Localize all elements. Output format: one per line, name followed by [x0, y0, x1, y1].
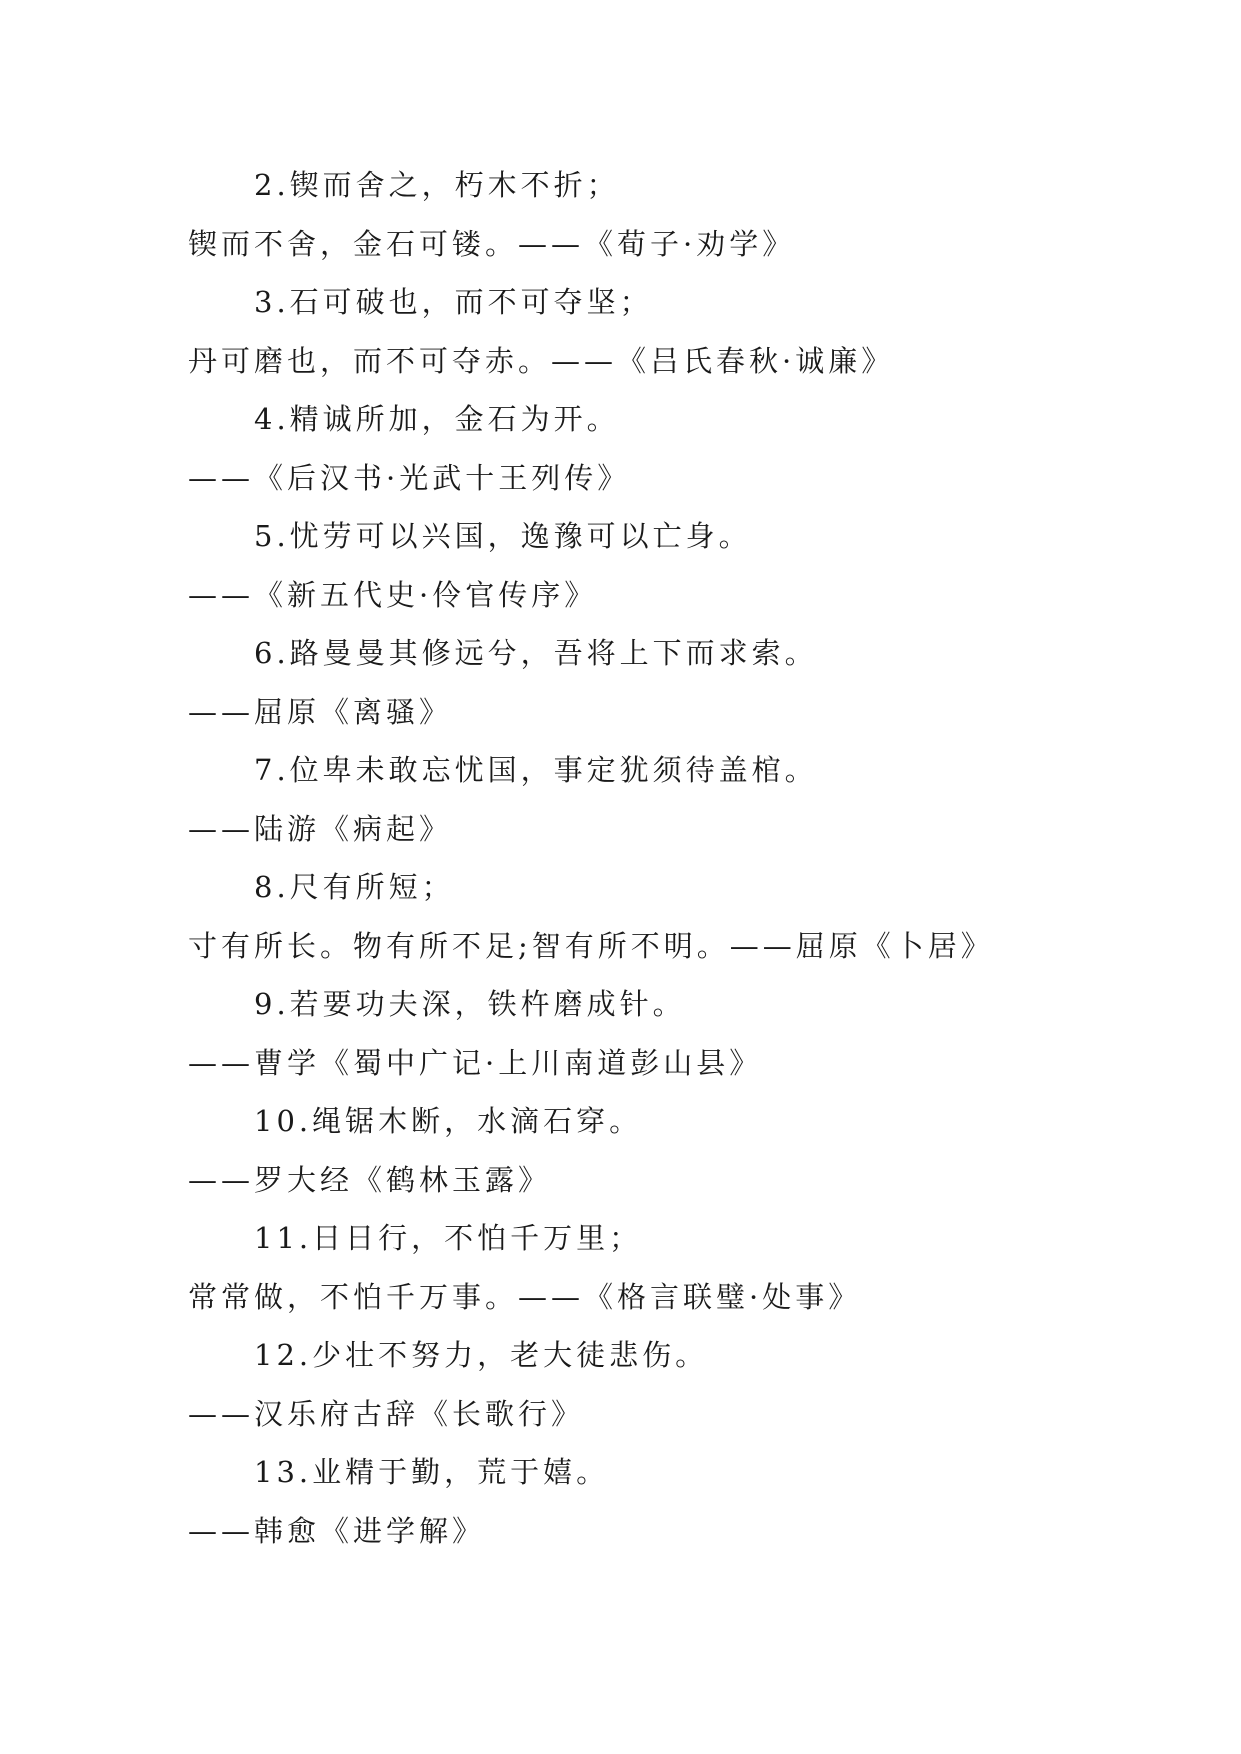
quote-line: 9.若要功夫深，铁杵磨成针。: [254, 987, 686, 1021]
quote-line: 11.日日行，不怕千万里；: [254, 1221, 643, 1255]
quote-line: 5.忧劳可以兴国，逸豫可以亡身。: [254, 519, 752, 553]
document-body: [188, 156, 1068, 1560]
quote-source-line: ——屈原《离骚》: [188, 694, 453, 729]
quote-source-line: ——汉乐府古辞《长歌行》: [188, 1396, 585, 1431]
quote-source-line: ——《后汉书·光武十王列传》: [188, 460, 631, 495]
quote-line: 2.锲而舍之，朽木不折；: [254, 168, 620, 202]
quote-line: 6.路曼曼其修远兮，吾将上下而求索。: [254, 636, 818, 670]
quote-source-line: 锲而不舍，金石可镂。——《荀子·劝学》: [188, 226, 796, 261]
quote-source-line: ——曹学《蜀中广记·上川南道彭山县》: [188, 1045, 763, 1080]
quote-line: 3.石可破也，而不可夺坚；: [254, 285, 653, 319]
quote-source-line: ——《新五代史·伶官传序》: [188, 577, 598, 612]
quote-line: 7.位卑未敢忘忧国，事定犹须待盖棺。: [254, 753, 818, 787]
quote-line: 4.精诚所加，金石为开。: [254, 402, 620, 436]
quote-line: 8.尺有所短；: [254, 870, 455, 904]
quote-line: 12.少壮不努力，老大徒悲伤。: [254, 1338, 709, 1372]
quote-source-line: 丹可磨也，而不可夺赤。——《吕氏春秋·诚廉》: [188, 343, 895, 378]
quote-line: 13.业精于勤，荒于嬉。: [254, 1455, 610, 1489]
quote-source-line: ——陆游《病起》: [188, 811, 453, 846]
quote-source-line: 寸有所长。物有所不足;智有所不明。——屈原《卜居》: [188, 928, 994, 963]
quote-source-line: ——韩愈《进学解》: [188, 1513, 486, 1548]
quote-source-line: 常常做，不怕千万事。——《格言联璧·处事》: [188, 1279, 862, 1314]
quote-line: 10.绳锯木断，水滴石穿。: [254, 1104, 643, 1138]
quote-source-line: ——罗大经《鹤林玉露》: [188, 1162, 552, 1197]
